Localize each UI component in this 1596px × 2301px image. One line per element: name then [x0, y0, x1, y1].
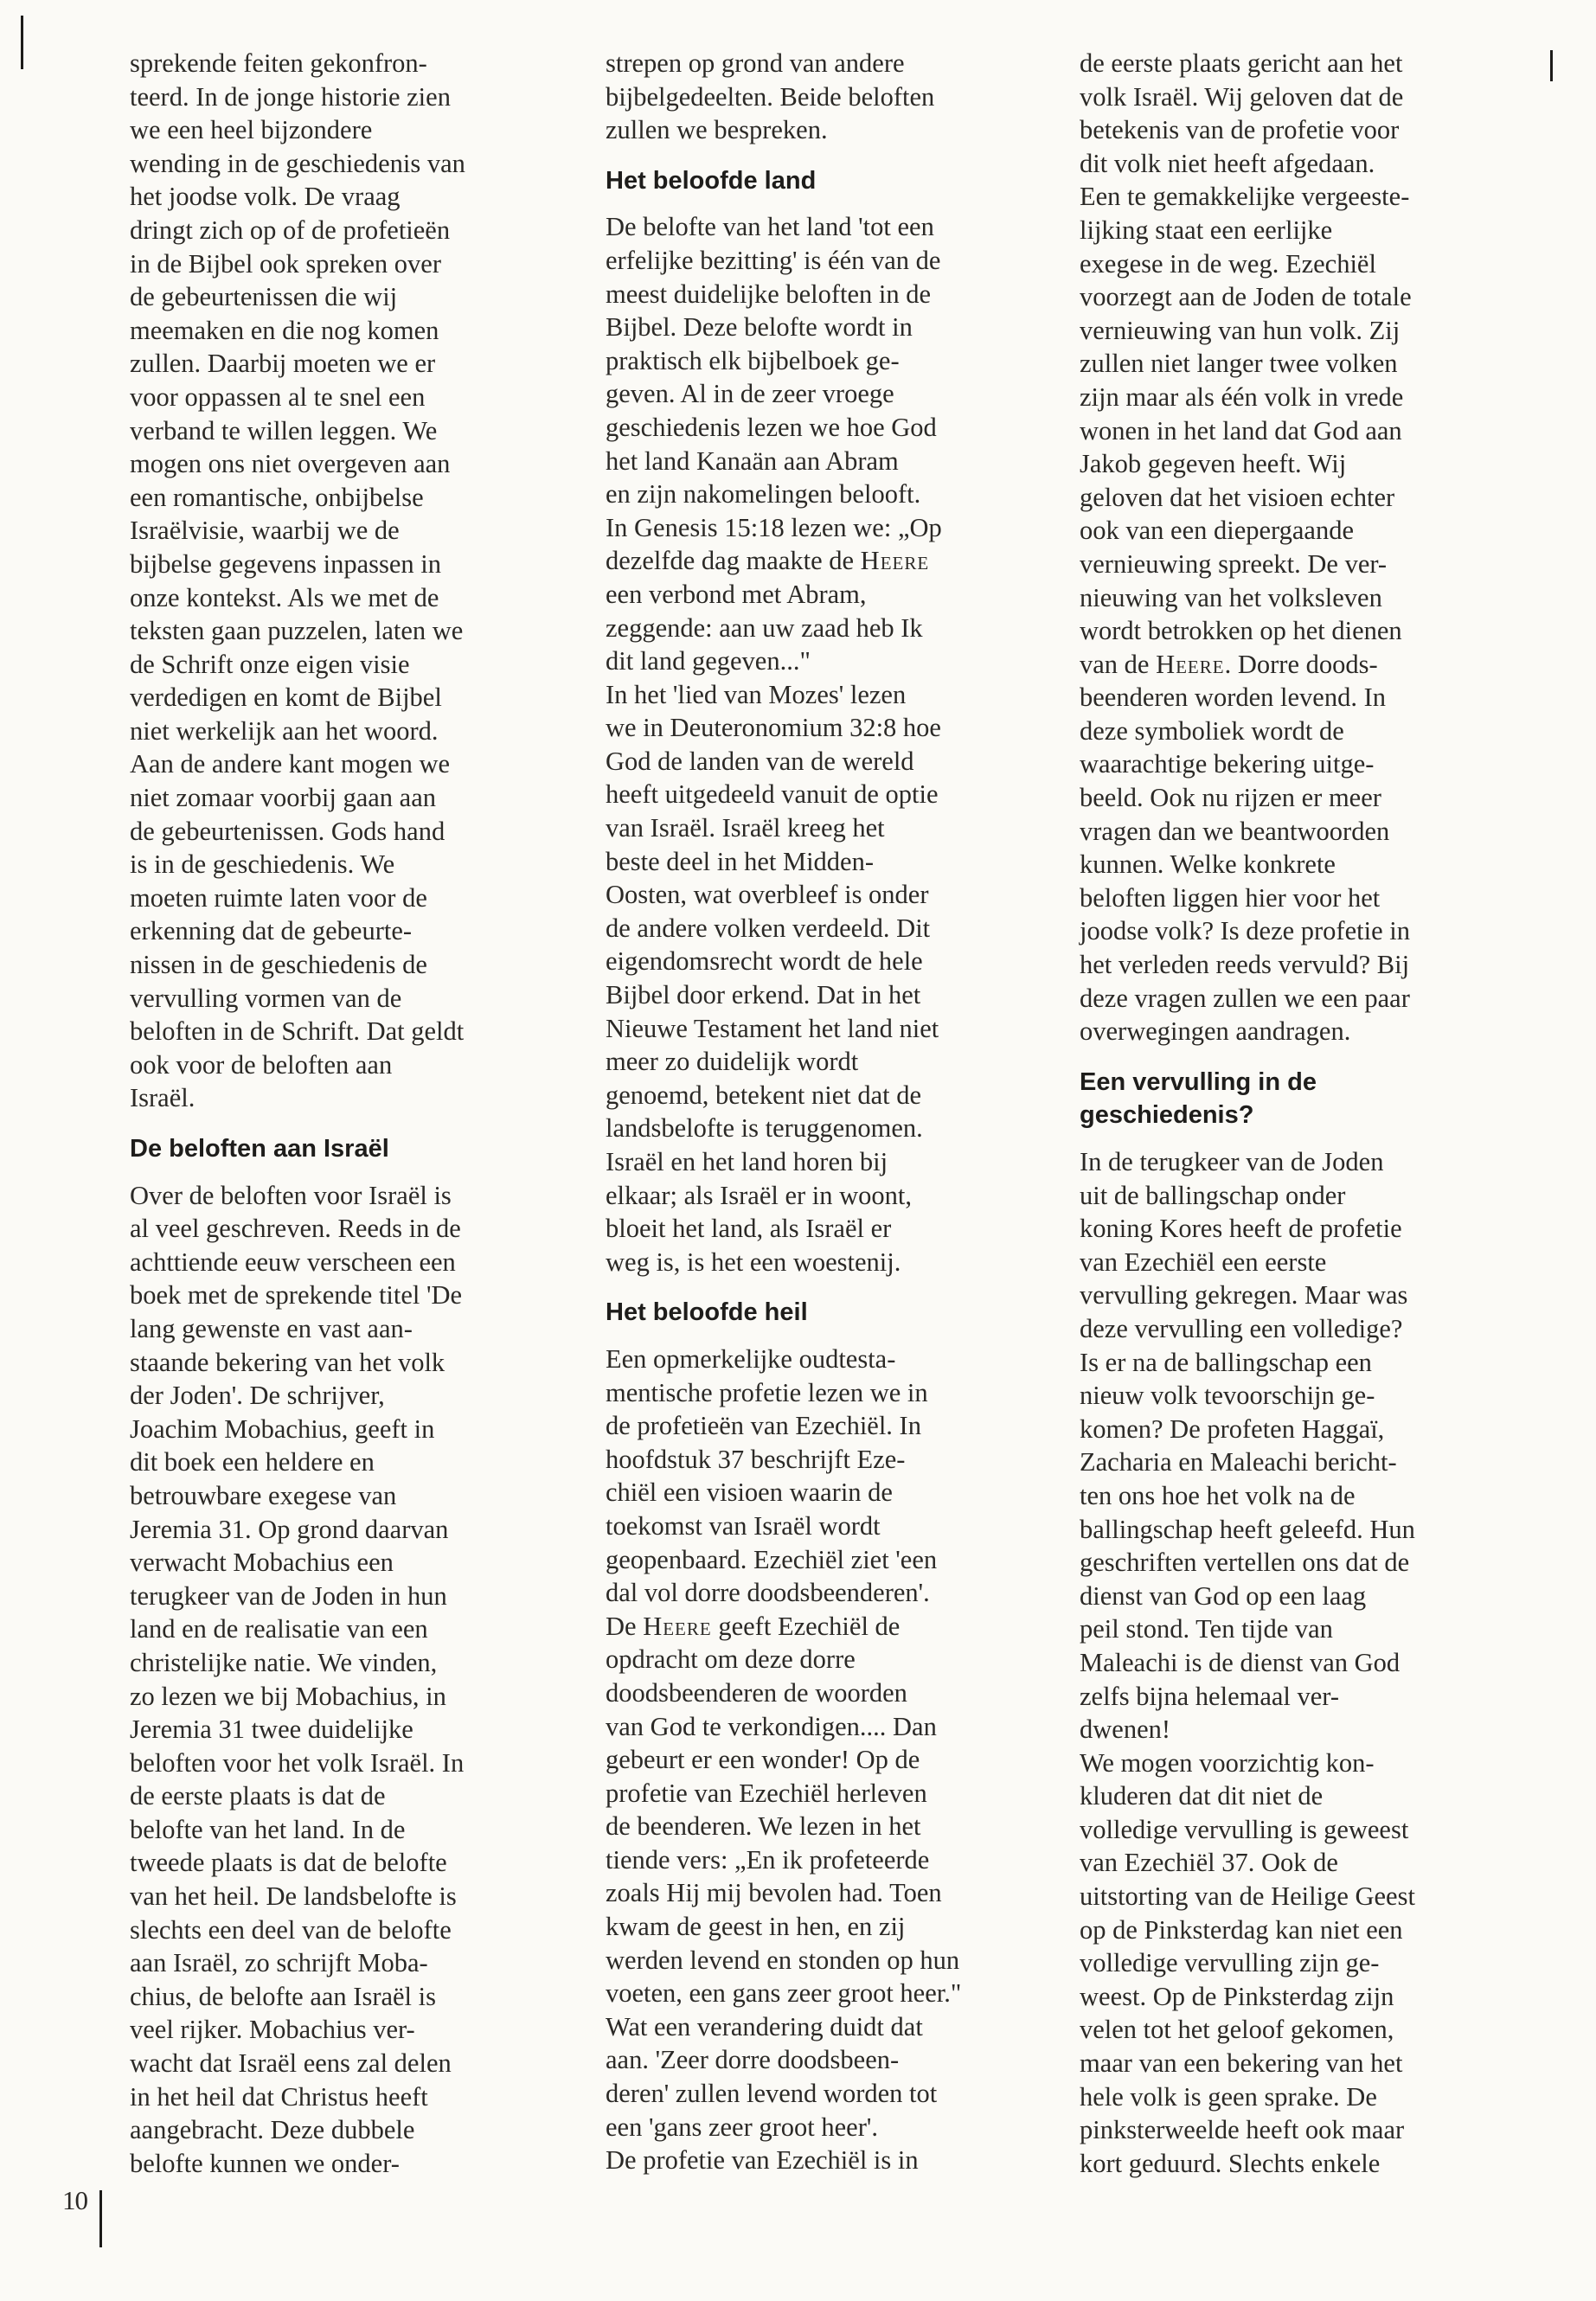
text-line: dringt zich op of de profetieën: [130, 215, 451, 245]
text-line: hoofdstuk 37 beschrijft Eze-: [606, 1444, 906, 1474]
text-line: tweede plaats is dat de belofte: [130, 1848, 447, 1878]
text-line: bloeit het land, als Israël er: [606, 1214, 892, 1244]
text-line: zullen we bespreken.: [606, 115, 828, 145]
text-line: in de Bijbel ook spreken over: [130, 248, 441, 279]
text-line: chius, de belofte aan Israël is: [130, 1981, 436, 2011]
paragraph: [130, 47, 562, 1115]
text-line: we in Deuteronomium 32:8 hoe: [606, 713, 941, 743]
text-line: vernieuwing spreekt. De ver-: [1080, 548, 1388, 579]
text-line: volk Israël. Wij geloven dat de: [1080, 81, 1404, 112]
text-line: in het heil dat Christus heeft: [130, 2081, 428, 2112]
text-line: lang gewenste en vast aan-: [130, 1313, 413, 1343]
text-line: moeten ruimte laten voor de: [130, 882, 427, 913]
text-line: dal vol dorre doodsbeenderen'.: [606, 1578, 930, 1608]
text-line: beloften liggen hier voor het: [1080, 882, 1381, 913]
text-line: verband te willen leggen. We: [130, 415, 438, 445]
text-line: Aan de andere kant mogen we: [130, 749, 451, 779]
text-line: landsbelofte is teruggenomen.: [606, 1113, 923, 1144]
text-line: erkenning dat de gebeurte-: [130, 916, 413, 946]
text-line: verwacht Mobachius een: [130, 1548, 394, 1578]
text-line: christelijke natie. We vinden,: [130, 1647, 438, 1677]
section-heading: Het beloofde heil: [606, 1298, 808, 1327]
text-line: aangebracht. Deze dubbele: [130, 2115, 415, 2145]
text-line: volledige vervulling is geweest: [1080, 1814, 1409, 1844]
text-line: land en de realisatie van een: [130, 1614, 428, 1644]
text-line: vervulling gekregen. Maar was: [1080, 1280, 1408, 1311]
text-line: het verleden reeds vervuld? Bij: [1080, 950, 1410, 980]
text-line: het joodse volk. De vraag: [130, 182, 401, 212]
text-line: erfelijke bezitting' is één van de: [606, 245, 941, 275]
text-line: dienst van God op een laag: [1080, 1580, 1367, 1611]
text-line: Israëlvisie, waarbij we de: [130, 516, 400, 546]
text-line: peil stond. Ten tijde van: [1080, 1614, 1333, 1644]
text-line: opdracht om deze dorre: [606, 1644, 856, 1675]
text-line: betekenis van de profetie voor: [1080, 115, 1400, 145]
text-line: op de Pinksterdag kan niet een: [1080, 1914, 1403, 1945]
text-line: waarachtige bekering uitge-: [1080, 749, 1375, 779]
text-line: tiende vers: „En ik profeteerde: [606, 1844, 930, 1875]
text-line: een romantische, onbijbelse: [130, 482, 424, 512]
text-line: heeft uitgedeeld vanuit de optie: [606, 779, 939, 810]
small-caps-name: Heere: [860, 546, 930, 576]
paragraph: [606, 1343, 1038, 2177]
text-line: Joachim Mobachius, geeft in: [130, 1413, 435, 1444]
margin-rule-bottom: [99, 2190, 102, 2247]
text-line: profetie van Ezechiël herleven: [606, 1778, 927, 1808]
paragraph: [130, 1179, 562, 2181]
paragraph: [606, 210, 1038, 1279]
text-line: we een heel bijzondere: [130, 115, 373, 145]
text-line: deze vervulling een volledige?: [1080, 1313, 1403, 1343]
text-line: zullen. Daarbij moeten we er: [130, 349, 436, 379]
text-line: van het heil. De landsbelofte is: [130, 1881, 457, 1912]
text-line: geschiedenis lezen we hoe God: [606, 412, 937, 442]
text-line: staande bekering van het volk: [130, 1347, 445, 1377]
section-heading: Het beloofde land: [606, 166, 817, 195]
text-line: van God te verkondigen.... Dan: [606, 1711, 937, 1741]
text-line: van Israël. Israël kreeg het: [606, 813, 885, 843]
text-line: ook van een diepergaande: [1080, 516, 1355, 546]
text-line: doodsbeenderen de woorden: [606, 1677, 907, 1708]
text-line: al veel geschreven. Reeds in de: [130, 1214, 461, 1244]
text-line: voor oppassen al te snel een: [130, 381, 426, 412]
text-line: beloften voor het volk Israël. In: [130, 1747, 465, 1778]
text-line: zeggende: aan uw zaad heb Ik: [606, 612, 923, 643]
text-line: hele volk is geen sprake. De: [1080, 2081, 1377, 2112]
text-line: Een opmerkelijke oudtesta-: [606, 1343, 896, 1374]
text-line: God de landen van de wereld: [606, 746, 914, 776]
text-column-1: [130, 47, 562, 2180]
text-line: Bijbel. Deze belofte wordt in: [606, 312, 913, 343]
text-line: beloften in de Schrift. Dat geldt: [130, 1016, 465, 1047]
text-line: van Ezechiël een eerste: [1080, 1247, 1327, 1277]
text-line: verdedigen en komt de Bijbel: [130, 683, 442, 713]
text-line: dit land gegeven...": [606, 646, 811, 676]
text-line: zoals Hij mij bevolen had. Toen: [606, 1878, 942, 1908]
text-line: praktisch elk bijbelboek ge-: [606, 345, 900, 375]
text-line: van Ezechiël 37. Ook de: [1080, 1848, 1338, 1878]
text-line: weest. Op de Pinksterdag zijn: [1080, 1981, 1394, 2011]
text-line: lijking staat een eerlijke: [1080, 215, 1333, 245]
text-line: koning Kores heeft de profetie: [1080, 1214, 1402, 1244]
text-line: de gebeurtenissen. Gods hand: [130, 816, 445, 846]
section-heading: geschiedenis?: [1080, 1101, 1254, 1130]
text-line: wonen in het land dat God aan: [1080, 415, 1402, 445]
text-line: Israël.: [130, 1083, 195, 1113]
text-line: Bijbel door erkend. Dat in het: [606, 980, 921, 1010]
text-line: deze vragen zullen we een paar: [1080, 983, 1410, 1013]
text-line: ook voor de beloften aan: [130, 1049, 393, 1080]
text-line: voeten, een gans zeer groot heer.": [606, 1978, 962, 2009]
text-line: Nieuwe Testament het land niet: [606, 1013, 939, 1043]
text-line: Over de beloften voor Israël is: [130, 1180, 452, 1210]
text-line: geloven dat het visioen echter: [1080, 482, 1395, 512]
text-line: mogen ons niet overgeven aan: [130, 449, 451, 479]
text-column-2: [606, 47, 1038, 2177]
small-caps-name: Heere: [1156, 649, 1225, 679]
text-line: belofte kunnen we onder-: [130, 2148, 400, 2178]
text-line: belofte van het land. In de: [130, 1814, 406, 1844]
text-line: wacht dat Israël eens zal delen: [130, 2048, 452, 2079]
paragraph: [606, 47, 1038, 147]
text-line: terugkeer van de Joden in hun: [130, 1580, 447, 1611]
text-line: achttiende eeuw verscheen een: [130, 1247, 456, 1277]
text-line: zullen niet langer twee volken: [1080, 349, 1398, 379]
text-line: eigendomsrecht wordt de hele: [606, 946, 923, 977]
text-line: In de terugkeer van de Joden: [1080, 1147, 1384, 1176]
text-line: meer zo duidelijk wordt: [606, 1047, 859, 1077]
text-line: nieuw volk tevoorschijn ge-: [1080, 1381, 1375, 1411]
text-line: de profetieën van Ezechiël. In: [606, 1411, 921, 1441]
text-line: bijbelse gegevens inpassen in: [130, 548, 441, 579]
text-line: Een te gemakkelijke vergeeste-: [1080, 182, 1410, 212]
text-line: zijn maar als één volk in vrede: [1080, 381, 1404, 412]
text-line: gebeurt er een wonder! Op de: [606, 1745, 920, 1775]
text-line: kort geduurd. Slechts enkele: [1080, 2148, 1381, 2178]
text-line: de gebeurtenissen die wij: [130, 282, 398, 312]
text-line: niet zomaar voorbij gaan aan: [130, 783, 436, 813]
text-line: deren' zullen levend worden tot: [606, 2079, 938, 2109]
text-line: beeld. Ook nu rijzen er meer: [1080, 783, 1381, 813]
text-line: aan Israël, zo schrijft Moba-: [130, 1948, 428, 1978]
text-line: de eerste plaats gericht aan het: [1080, 48, 1403, 78]
text-line: Israël en het land horen bij: [606, 1147, 888, 1176]
text-line: is in de geschiedenis. We: [130, 849, 395, 880]
text-line: Jeremia 31 twee duidelijke: [130, 1715, 413, 1745]
text-line: Is er na de ballingschap een: [1080, 1347, 1372, 1377]
text-line: een verbond met Abram,: [606, 579, 867, 609]
margin-rule-right: [1550, 50, 1553, 81]
text-line: vernieuwing van hun volk. Zij: [1080, 315, 1401, 345]
text-line: teerd. In de jonge historie zien: [130, 81, 451, 112]
text-line: dit boek een heldere en: [130, 1447, 375, 1477]
text-line: In Genesis 15:18 lezen we: „Op: [606, 512, 942, 542]
text-line: overwegingen aandragen.: [1080, 1016, 1351, 1047]
text-line: uitstorting van de Heilige Geest: [1080, 1881, 1415, 1912]
text-line: Jeremia 31. Op grond daarvan: [130, 1514, 449, 1544]
text-line: aan. 'Zeer dorre doodsbeen-: [606, 2045, 900, 2075]
text-line: het land Kanaän aan Abram: [606, 445, 899, 476]
text-line: kluderen dat dit niet de: [1080, 1781, 1324, 1811]
text-line: maar van een bekering van het: [1080, 2048, 1403, 2079]
text-line: geven. Al in de zeer vroege: [606, 379, 894, 409]
text-line: beenderen worden levend. In: [1080, 683, 1386, 713]
text-line: Jakob gegeven heeft. Wij: [1080, 449, 1347, 479]
section-heading: De beloften aan Israël: [130, 1135, 389, 1163]
text-line: beste deel in het Midden-: [606, 846, 874, 876]
text-line: uit de ballingschap onder: [1080, 1180, 1346, 1210]
text-line: wending in de geschiedenis van: [130, 148, 465, 178]
text-line: teksten gaan puzzelen, laten we: [130, 616, 464, 646]
text-line: kunnen. Welke konkrete: [1080, 849, 1336, 880]
text-line: Zacharia en Maleachi bericht-: [1080, 1447, 1397, 1477]
text-line: geschriften vertellen ons dat de: [1080, 1548, 1410, 1578]
text-line: komen? De profeten Haggaï,: [1080, 1413, 1385, 1444]
text-line: slechts een deel van de belofte: [130, 1914, 452, 1945]
text-line: genoemd, betekent niet dat de: [606, 1080, 922, 1110]
text-line: Wat een verandering duidt dat: [606, 2011, 923, 2041]
page-number: 10: [62, 2185, 87, 2215]
text-line: We mogen voorzichtig kon-: [1080, 1747, 1375, 1778]
text-line: onze kontekst. Als we met de: [130, 582, 439, 612]
text-line: bijbelgedeelten. Beide beloften: [606, 81, 935, 112]
text-line: vervulling vormen van de: [130, 983, 402, 1013]
text-line: en zijn nakomelingen belooft.: [606, 479, 921, 510]
paragraph: [1080, 47, 1512, 1048]
text-line: strepen op grond van andere: [606, 48, 905, 78]
small-caps-name: Heere: [643, 1611, 712, 1641]
text-line: joodse volk? Is deze profetie in: [1080, 916, 1410, 946]
text-line: kwam de geest in hen, en zij: [606, 1912, 906, 1942]
text-line: deze symboliek wordt de: [1080, 715, 1344, 746]
text-line: nieuwing van het volksleven: [1080, 582, 1382, 612]
text-line: wordt betrokken op het dienen: [1080, 616, 1402, 646]
section-heading: Een vervulling in de: [1080, 1067, 1317, 1096]
text-line: de Schrift onze eigen visie: [130, 649, 410, 679]
text-line: In het 'lied van Mozes' lezen: [606, 679, 907, 709]
text-line: dwenen!: [1080, 1715, 1171, 1745]
text-line: geopenbaard. Ezechiël ziet 'een: [606, 1544, 938, 1574]
text-line: zelfs bijna helemaal ver-: [1080, 1681, 1339, 1711]
text-line: De profetie van Ezechiël is in: [606, 2145, 919, 2176]
text-line: dezelfde dag maakte de Heere: [606, 546, 930, 576]
text-line: voorzegt aan de Joden de totale: [1080, 282, 1412, 312]
text-line: betrouwbare exegese van: [130, 1480, 397, 1510]
text-line: toekomst van Israël wordt: [606, 1510, 881, 1541]
text-line: werden levend en stonden op hun: [606, 1945, 960, 1975]
text-line: van de Heere. Dorre doods-: [1080, 649, 1378, 679]
text-line: exegese in de weg. Ezechiël: [1080, 248, 1376, 279]
text-line: der Joden'. De schrijver,: [130, 1381, 385, 1411]
text-line: ten ons hoe het volk na de: [1080, 1480, 1356, 1510]
text-line: meest duidelijke beloften in de: [606, 279, 932, 309]
text-line: De belofte van het land 'tot een: [606, 212, 934, 242]
text-line: pinksterweelde heeft ook maar: [1080, 2115, 1405, 2145]
text-line: ballingschap heeft geleefd. Hun: [1080, 1514, 1415, 1544]
text-line: de andere volken verdeeld. Dit: [606, 913, 931, 943]
text-line: volledige vervulling zijn ge-: [1080, 1948, 1380, 1978]
text-line: de eerste plaats is dat de: [130, 1781, 386, 1811]
text-line: een 'gans zeer groot heer'.: [606, 2112, 878, 2142]
text-line: elkaar; als Israël er in woont,: [606, 1180, 912, 1210]
paragraph: [1080, 1145, 1512, 2180]
text-line: Maleachi is de dienst van God: [1080, 1647, 1401, 1677]
text-line: boek met de sprekende titel 'De: [130, 1280, 463, 1311]
text-line: weg is, is het een woestenij.: [606, 1247, 901, 1277]
text-line: de beenderen. We lezen in het: [606, 1811, 921, 1842]
text-line: chiël een visioen waarin de: [606, 1477, 893, 1508]
text-line: De Heere geeft Ezechiël de: [606, 1611, 901, 1641]
text-line: velen tot het geloof gekomen,: [1080, 2015, 1394, 2045]
text-line: meemaken en die nog komen: [130, 315, 439, 345]
text-line: vragen dan we beantwoorden: [1080, 816, 1390, 846]
margin-rule-left: [21, 16, 23, 69]
text-line: mentische profetie lezen we in: [606, 1377, 928, 1407]
text-column-3: [1080, 47, 1512, 2180]
text-line: dit volk niet heeft afgedaan.: [1080, 148, 1375, 178]
text-line: zo lezen we bij Mobachius, in: [130, 1681, 446, 1711]
text-line: sprekende feiten gekonfron-: [130, 48, 427, 78]
text-line: veel rijker. Mobachius ver-: [130, 2015, 415, 2045]
text-line: nissen in de geschiedenis de: [130, 950, 427, 980]
text-line: Oosten, wat overbleef is onder: [606, 880, 929, 910]
text-line: niet werkelijk aan het woord.: [130, 715, 439, 746]
